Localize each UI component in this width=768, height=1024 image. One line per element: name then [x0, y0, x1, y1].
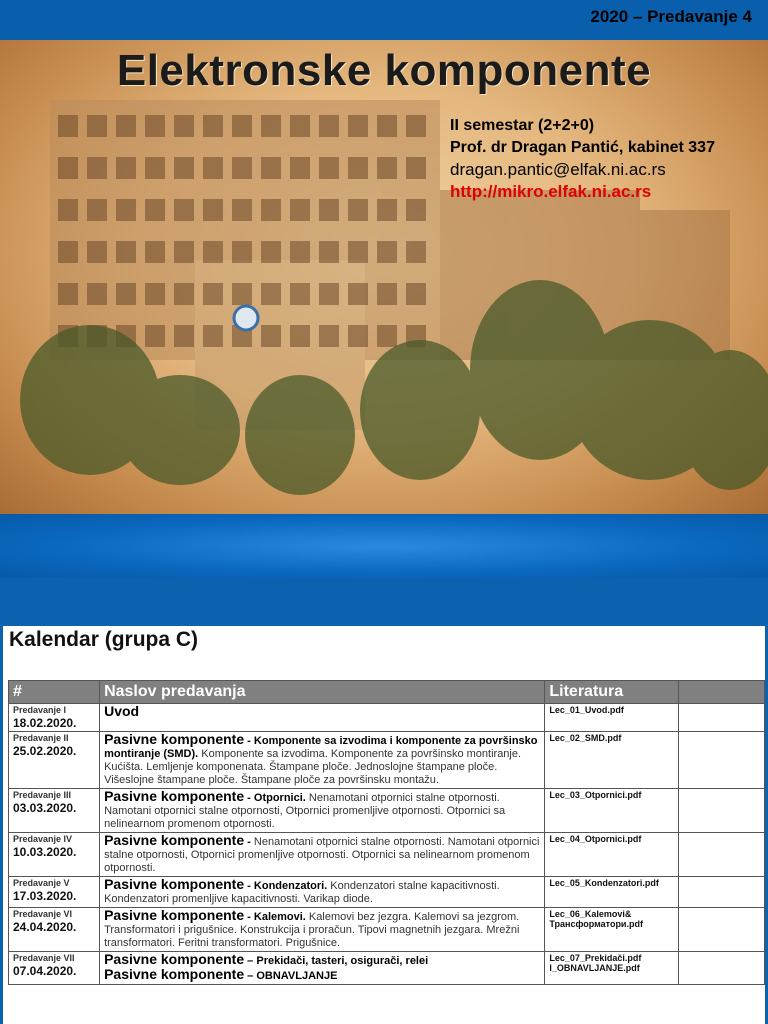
empty-cell [678, 704, 764, 732]
blue-footer-band [0, 514, 768, 578]
calendar-heading: Kalendar (grupa C) [9, 628, 199, 651]
empty-cell [678, 732, 764, 789]
table-header-row [9, 681, 765, 704]
empty-cell [678, 908, 764, 952]
table-row [9, 732, 765, 789]
topic-heading: Pasivne komponente [104, 876, 245, 892]
literature-link[interactable]: Lec_03_Otpornici.pdf [549, 790, 642, 800]
topic-subtitle: - Otpornici. [244, 792, 306, 804]
top-bar [0, 0, 768, 40]
topic-subtitle-2: – OBNAVLJANJE [244, 970, 338, 982]
lecture-number: Predavanje III [13, 790, 72, 800]
lecture-number: Predavanje I [13, 705, 67, 715]
literature-cell [545, 833, 679, 877]
literature-link[interactable]: Lec_06_Kalemovi& Трансформатори.pdf [549, 909, 643, 929]
topic-heading: Pasivne komponente [104, 788, 245, 804]
table-row [9, 877, 765, 908]
calendar-slide [0, 626, 768, 1024]
table-row [9, 952, 765, 985]
topic-text: Nenamotani otpornici stalne otpornosti. Namotani otpornici stalne otpornosti, Otpornici promenljive otpornosti. Otpornici sa nelinearnom promenom otpornosti. [104, 836, 540, 874]
topic-heading: Pasivne komponente [104, 832, 245, 848]
col-header-empty [678, 681, 764, 704]
topic-text: Kondenzatori stalne kapacitivnosti. Kondenzatori promenljive kapacitivnosti. Varikap diode. [104, 880, 500, 905]
literature-cell [545, 732, 679, 789]
lecture-cell [9, 952, 100, 985]
topic-cell [100, 952, 545, 985]
literature-link[interactable]: Lec_02_SMD.pdf [549, 733, 622, 743]
topic-cell [100, 833, 545, 877]
lecture-number: Predavanje V [13, 878, 70, 888]
literature-cell [545, 877, 679, 908]
lecture-cell [9, 789, 100, 833]
topic-cell [100, 877, 545, 908]
lecture-date: 18.02.2020. [13, 716, 77, 730]
email-text: dragan.pantic@elfak.ni.ac.rs [450, 160, 666, 179]
building-photo [0, 40, 768, 514]
lecture-date: 25.02.2020. [13, 744, 77, 758]
lecture-cell [9, 833, 100, 877]
literature-link[interactable]: Lec_05_Kondenzatori.pdf [549, 878, 659, 888]
lecture-cell [9, 908, 100, 952]
topic-cell [100, 704, 545, 732]
topic-text: Kalemovi bez jezgra. Kalemovi sa jezgrom. Transformatori i prigušnice. Konstrukcija i proračun. Tipovi magnetnih jezgara. Mrežni transformatori. Feritni transformatori. Prigušnice. [104, 911, 520, 949]
lecture-date: 17.03.2020. [13, 889, 77, 903]
slide-gap [0, 578, 768, 626]
table-row [9, 704, 765, 732]
topic-subtitle: - Kalemovi. [244, 911, 306, 923]
topic-heading: Pasivne komponente [104, 951, 245, 967]
calendar-table [8, 680, 765, 985]
literature-link[interactable]: Lec_07_Prekidači.pdf l_OBNAVLJANJE.pdf [549, 953, 642, 973]
lecture-label: 2020 – Predavanje 4 [590, 7, 752, 26]
lecture-date: 10.03.2020. [13, 845, 77, 859]
literature-cell [545, 704, 679, 732]
literature-cell [545, 952, 679, 985]
col-header-number: # [9, 681, 100, 704]
lecture-number: Predavanje VII [13, 953, 75, 963]
col-header-title: Naslov predavanja [100, 681, 545, 704]
lecture-number: Predavanje VI [13, 909, 73, 919]
lecture-number: Predavanje II [13, 733, 69, 743]
lecture-date: 03.03.2020. [13, 801, 77, 815]
topic-heading: Pasivne komponente [104, 731, 245, 747]
topic-text: Nenamotani otpornici stalne otpornosti. Namotani otpornici stalne otpornosti, Otpornici promenljive otpornosti. Otpornici sa nelinearnom promenom otpornosti. [104, 792, 506, 830]
topic-heading-2: Pasivne komponente [104, 966, 245, 982]
professor-text: Prof. dr Dragan Pantić, kabinet 337 [450, 139, 715, 156]
lecture-cell [9, 704, 100, 732]
semester-text: II semestar (2+2+0) [450, 117, 595, 134]
literature-link[interactable]: Lec_01_Uvod.pdf [549, 705, 624, 715]
empty-cell [678, 789, 764, 833]
topic-cell [100, 908, 545, 952]
lecture-date: 07.04.2020. [13, 964, 77, 978]
empty-cell [678, 877, 764, 908]
topic-subtitle: - Kondenzatori. [244, 880, 328, 892]
empty-cell [678, 833, 764, 877]
topic-subtitle: – Prekidači, tasteri, osigurači, relei [244, 955, 429, 967]
course-info [450, 115, 715, 203]
building-illustration [0, 40, 768, 514]
literature-cell [545, 789, 679, 833]
topic-heading: Uvod [104, 703, 140, 719]
topic-subtitle: - Komponente sa izvodima i komponente za površinsko montiranje (SMD). [104, 735, 538, 760]
table-row [9, 789, 765, 833]
lecture-cell [9, 732, 100, 789]
lecture-cell [9, 877, 100, 908]
empty-cell [678, 952, 764, 985]
topic-cell [100, 789, 545, 833]
col-header-literature: Literatura [545, 681, 679, 704]
slide-title: Elektronske komponente [116, 46, 652, 95]
literature-cell [545, 908, 679, 952]
literature-link[interactable]: Lec_04_Otpornici.pdf [549, 834, 642, 844]
topic-text: Komponente sa izvodima. Komponente za površinsko montiranje. Kućišta. Lemljenje komponenata. Štampane ploče. Jednoslojne štampane ploče. Višeslojne štampane ploče. Štampane ploče za površinsku montažu. [104, 748, 522, 786]
table-row [9, 833, 765, 877]
lecture-number: Predavanje IV [13, 834, 73, 844]
url-link[interactable]: http://mikro.elfak.ni.ac.rs [450, 182, 652, 201]
topic-heading: Pasivne komponente [104, 907, 245, 923]
topic-subtitle: - [244, 836, 254, 848]
lecture-date: 24.04.2020. [13, 920, 77, 934]
table-row [9, 908, 765, 952]
topic-cell [100, 732, 545, 789]
